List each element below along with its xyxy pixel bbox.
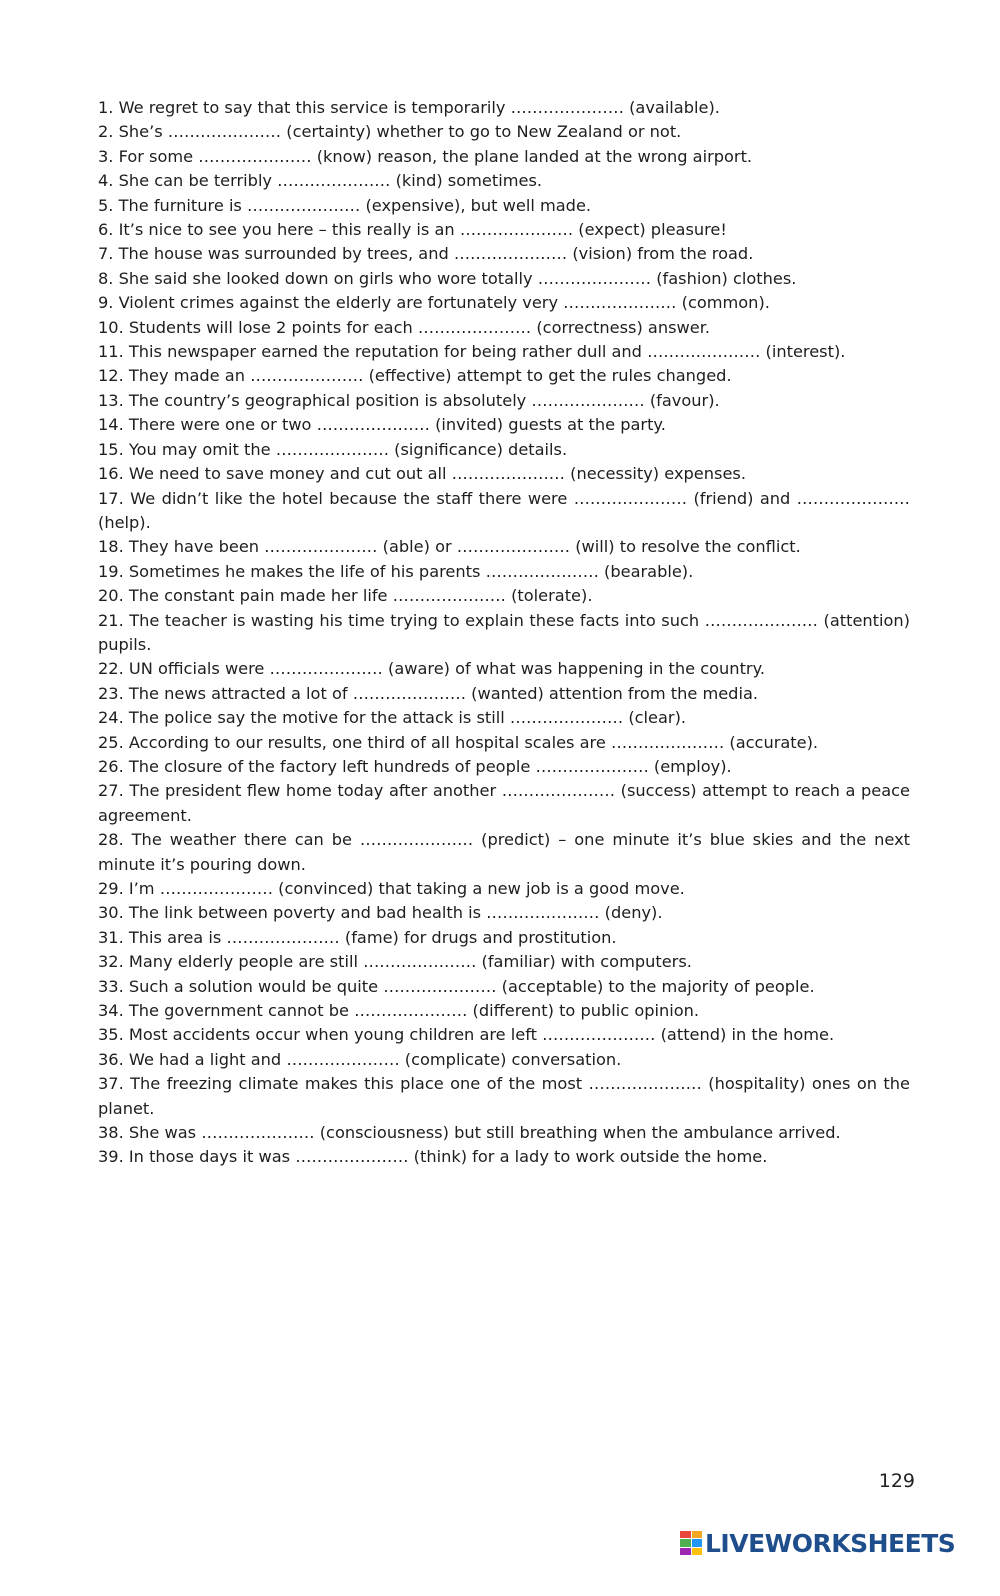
exercise-item-22: 22. UN officials were ………………… (aware) of what was happening in the country.: [98, 659, 765, 679]
logo-block-icon: [680, 1548, 691, 1555]
exercise-item-38: 38. She was ………………… (consciousness) but still breathing when the ambulance arrived.: [98, 1123, 841, 1143]
page-number: 129: [878, 1470, 915, 1492]
exercise-item-18: 18. They have been ………………… (able) or ………………… (will) to resolve the conflict.: [98, 537, 801, 557]
logo-block-icon: [680, 1531, 691, 1538]
logo-block-icon: [692, 1539, 703, 1546]
exercise-item-17: 17. We didn’t like the hotel because the staff there were ………………… (friend) and ………………… (help).: [98, 488, 910, 532]
exercise-item-36: 36. We had a light and ………………… (complicate) conversation.: [98, 1049, 622, 1069]
exercise-list: [98, 96, 910, 1170]
exercise-item-33: 33. Such a solution would be quite ………………… (acceptable) to the majority of people.: [98, 976, 815, 996]
exercise-item-15: 15. You may omit the ………………… (significance) details.: [98, 439, 568, 459]
exercise-item-6: 6. It’s nice to see you here – this really is an ………………… (expect) pleasure!: [98, 220, 727, 240]
exercise-item-3: 3. For some ………………… (know) reason, the plane landed at the wrong airport.: [98, 146, 753, 166]
exercise-item-8: 8. She said she looked down on girls who wore totally ………………… (fashion) clothes.: [98, 268, 797, 288]
exercise-item-12: 12. They made an ………………… (effective) attempt to get the rules changed.: [98, 366, 732, 386]
exercise-item-7: 7. The house was surrounded by trees, and ………………… (vision) from the road.: [98, 244, 754, 264]
exercise-item-35: 35. Most accidents occur when young children are left ………………… (attend) in the home.: [98, 1025, 835, 1045]
brand-name: LIVEWORKSHEETS: [705, 1528, 956, 1558]
exercise-item-37: 37. The freezing climate makes this place one of the most ………………… (hospitality) ones on the planet.: [98, 1074, 910, 1118]
logo-block-icon: [680, 1539, 691, 1546]
exercise-item-24: 24. The police say the motive for the attack is still ………………… (clear).: [98, 708, 687, 728]
exercise-item-23: 23. The news attracted a lot of ………………… (wanted) attention from the media.: [98, 683, 759, 703]
exercise-item-32: 32. Many elderly people are still ………………… (familiar) with computers.: [98, 952, 692, 972]
logo-block-icon: [692, 1548, 703, 1555]
exercise-item-26: 26. The closure of the factory left hundreds of people ………………… (employ).: [98, 756, 732, 776]
exercise-item-4: 4. She can be terribly ………………… (kind) sometimes.: [98, 171, 543, 191]
exercise-item-39: 39. In those days it was ………………… (think) for a lady to work outside the home.: [98, 1147, 768, 1167]
logo-block-icon: [692, 1531, 703, 1538]
exercise-item-9: 9. Violent crimes against the elderly are fortunately very ………………… (common).: [98, 293, 770, 313]
exercise-item-19: 19. Sometimes he makes the life of his parents ………………… (bearable).: [98, 561, 694, 581]
exercise-item-11: 11. This newspaper earned the reputation for being rather dull and ………………… (interest).: [98, 342, 846, 362]
exercise-item-25: 25. According to our results, one third of all hospital scales are ………………… (accurate).: [98, 732, 819, 752]
exercise-item-1: 1. We regret to say that this service is temporarily ………………… (available).: [98, 98, 720, 117]
exercise-item-21: 21. The teacher is wasting his time trying to explain these facts into such ………………… (attention) pupils.: [98, 610, 910, 654]
exercise-item-5: 5. The furniture is ………………… (expensive), but well made.: [98, 195, 592, 215]
exercise-item-14: 14. There were one or two ………………… (invited) guests at the party.: [98, 415, 666, 435]
exercise-item-30: 30. The link between poverty and bad health is ………………… (deny).: [98, 903, 663, 923]
exercise-item-27: 27. The president flew home today after another ………………… (success) attempt to reach a peace agreement.: [98, 781, 910, 825]
exercise-item-2: 2. She’s ………………… (certainty) whether to go to New Zealand or not.: [98, 122, 682, 142]
brand-footer: [680, 1528, 955, 1558]
exercise-item-20: 20. The constant pain made her life ………………… (tolerate).: [98, 586, 593, 606]
exercise-item-28: 28. The weather there can be ………………… (predict) – one minute it’s blue skies and the next minute it’s pouring down.: [98, 830, 910, 874]
exercise-item-13: 13. The country’s geographical position is absolutely ………………… (favour).: [98, 390, 720, 410]
exercise-item-31: 31. This area is ………………… (fame) for drugs and prostitution.: [98, 927, 617, 947]
exercise-item-10: 10. Students will lose 2 points for each ………………… (correctness) answer.: [98, 317, 711, 337]
liveworksheets-logo-icon: [680, 1531, 702, 1555]
exercise-item-29: 29. I’m ………………… (convinced) that taking a new job is a good move.: [98, 879, 685, 898]
exercise-item-16: 16. We need to save money and cut out all ………………… (necessity) expenses.: [98, 464, 746, 484]
exercise-item-34: 34. The government cannot be ………………… (different) to public opinion.: [98, 1001, 700, 1021]
